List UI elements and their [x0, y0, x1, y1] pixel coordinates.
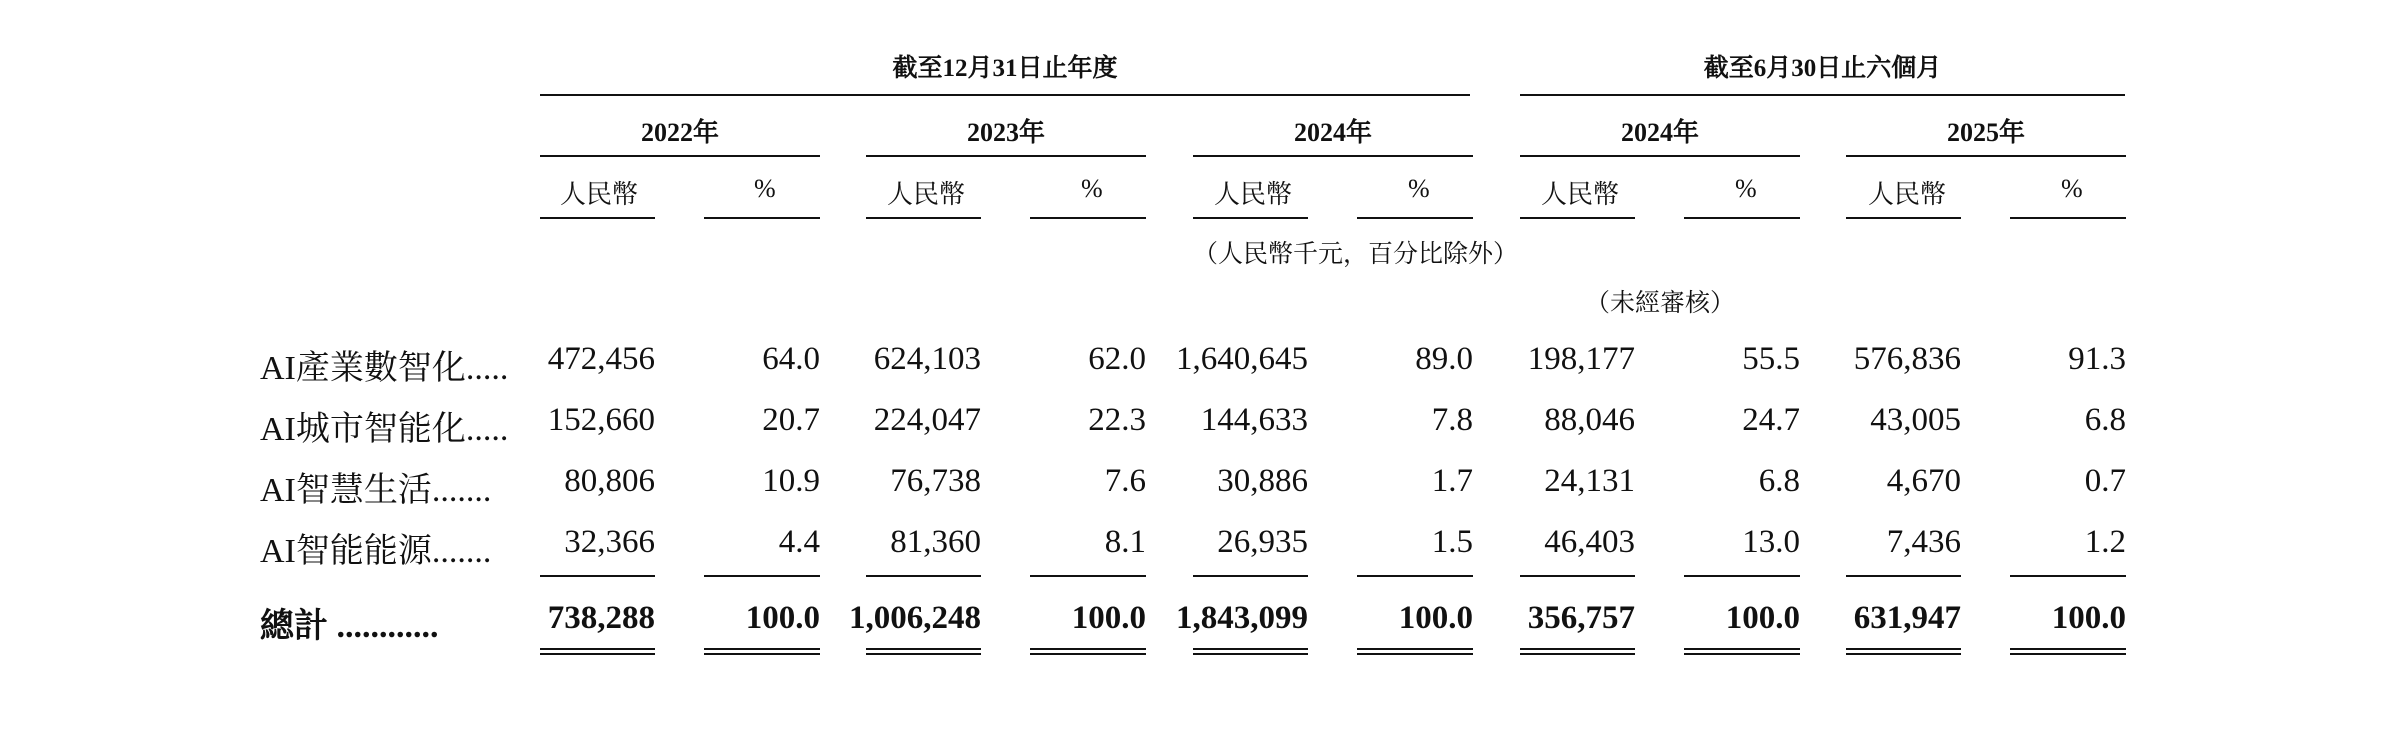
- cell-value: 64.0: [762, 341, 820, 377]
- year-header-2022: 2022年: [640, 118, 719, 147]
- year-header-2023: 2023年: [966, 118, 1045, 147]
- rule-sub: [1357, 217, 1473, 219]
- cell-value: 472,456: [547, 341, 655, 377]
- rule-sub: [540, 217, 655, 219]
- total-value: 738,288: [547, 600, 655, 636]
- rule-year-2025-hy: [1846, 155, 2126, 157]
- total-value: 100.0: [1725, 600, 1800, 636]
- rule-year-2022: [540, 155, 820, 157]
- cell-value: 152,660: [547, 402, 655, 438]
- cell-value: 46,403: [1544, 524, 1635, 560]
- currency-header: 人民幣: [1214, 180, 1293, 209]
- cell-value: 80,806: [564, 463, 655, 499]
- header-group-half-year: 截至6月30日止六個月: [1703, 55, 1942, 82]
- total-value: 100.0: [1398, 600, 1473, 636]
- rule-subtotal: [540, 575, 655, 577]
- currency-header: 人民幣: [560, 180, 639, 209]
- cell-value: 30,886: [1217, 463, 1308, 499]
- row-label: AI智能能源.......: [260, 533, 492, 570]
- cell-value: 32,366: [564, 524, 655, 560]
- rule-sub: [866, 217, 981, 219]
- year-header-2024-hy: 2024年: [1620, 118, 1699, 147]
- double-rule-total: [1357, 648, 1473, 655]
- rule-subtotal: [2010, 575, 2126, 577]
- total-value: 1,843,099: [1176, 600, 1308, 636]
- double-rule-total: [704, 648, 820, 655]
- rule-subtotal: [1030, 575, 1146, 577]
- cell-value: 576,836: [1853, 341, 1961, 377]
- percent-header: %: [2061, 174, 2083, 203]
- cell-value: 43,005: [1870, 402, 1961, 438]
- total-value: 631,947: [1853, 600, 1961, 636]
- cell-value: 20.7: [762, 402, 820, 438]
- rule-subtotal: [1520, 575, 1635, 577]
- row-label: AI產業數智化.....: [260, 350, 509, 387]
- rule-sub: [1520, 217, 1635, 219]
- cell-value: 13.0: [1742, 524, 1800, 560]
- total-label: 總計 ............: [260, 608, 439, 645]
- rule-sub: [704, 217, 820, 219]
- cell-value: 89.0: [1415, 341, 1473, 377]
- double-rule-total: [1030, 648, 1146, 655]
- cell-value: 24.7: [1742, 402, 1800, 438]
- cell-value: 1.5: [1431, 524, 1473, 560]
- cell-value: 26,935: [1217, 524, 1308, 560]
- rule-year-2024-hy: [1520, 155, 1800, 157]
- total-value: 100.0: [2051, 600, 2126, 636]
- cell-value: 1,640,645: [1176, 341, 1308, 377]
- rule-sub: [1846, 217, 1961, 219]
- cell-value: 88,046: [1544, 402, 1635, 438]
- cell-value: 4.4: [778, 524, 820, 560]
- double-rule-total: [1193, 648, 1308, 655]
- cell-value: 22.3: [1088, 402, 1146, 438]
- percent-header: %: [1735, 174, 1757, 203]
- cell-value: 81,360: [890, 524, 981, 560]
- rule-sub: [1193, 217, 1308, 219]
- unit-note: （人民幣千元，百分比除外）: [1193, 241, 1519, 268]
- percent-header: %: [754, 174, 776, 203]
- cell-value: 6.8: [2084, 402, 2126, 438]
- double-rule-total: [1684, 648, 1800, 655]
- rule-sub: [1030, 217, 1146, 219]
- currency-header: 人民幣: [887, 180, 966, 209]
- row-label: AI智慧生活.......: [260, 472, 492, 509]
- cell-value: 224,047: [873, 402, 981, 438]
- cell-value: 198,177: [1527, 341, 1635, 377]
- cell-value: 91.3: [2068, 341, 2126, 377]
- rule-year-2023: [866, 155, 1146, 157]
- percent-header: %: [1408, 174, 1430, 203]
- currency-header: 人民幣: [1868, 180, 1947, 209]
- rule-subtotal: [1846, 575, 1961, 577]
- rule-sub: [1684, 217, 1800, 219]
- cell-value: 62.0: [1088, 341, 1146, 377]
- cell-value: 76,738: [890, 463, 981, 499]
- rule-group-half-year: [1520, 94, 2125, 96]
- cell-value: 10.9: [762, 463, 820, 499]
- rule-subtotal: [704, 575, 820, 577]
- cell-value: 144,633: [1200, 402, 1308, 438]
- total-value: 100.0: [745, 600, 820, 636]
- row-label: AI城市智能化.....: [260, 411, 509, 448]
- rule-sub: [2010, 217, 2126, 219]
- currency-header: 人民幣: [1541, 180, 1620, 209]
- double-rule-total: [1846, 648, 1961, 655]
- rule-subtotal: [1357, 575, 1473, 577]
- cell-value: 1.7: [1431, 463, 1473, 499]
- year-header-2024-fy: 2024年: [1293, 118, 1372, 147]
- year-header-2025-hy: 2025年: [1946, 118, 2025, 147]
- cell-value: 7,436: [1886, 524, 1961, 560]
- cell-value: 6.8: [1758, 463, 1800, 499]
- total-value: 100.0: [1071, 600, 1146, 636]
- cell-value: 55.5: [1742, 341, 1800, 377]
- cell-value: 1.2: [2084, 524, 2126, 560]
- cell-value: 0.7: [2084, 463, 2126, 499]
- cell-value: 7.6: [1104, 463, 1146, 499]
- cell-value: 624,103: [873, 341, 981, 377]
- double-rule-total: [540, 648, 655, 655]
- double-rule-total: [866, 648, 981, 655]
- double-rule-total: [1520, 648, 1635, 655]
- cell-value: 7.8: [1431, 402, 1473, 438]
- rule-year-2024-fy: [1193, 155, 1473, 157]
- double-rule-total: [2010, 648, 2126, 655]
- rule-subtotal: [1684, 575, 1800, 577]
- rule-subtotal: [1193, 575, 1308, 577]
- cell-value: 4,670: [1886, 463, 1961, 499]
- cell-value: 8.1: [1104, 524, 1146, 560]
- rule-group-fiscal-year: [540, 94, 1470, 96]
- rule-subtotal: [866, 575, 981, 577]
- header-group-fiscal-year: 截至12月31日止年度: [892, 55, 1118, 82]
- unaudited-note: （未經審核）: [1584, 290, 1735, 317]
- cell-value: 24,131: [1544, 463, 1635, 499]
- total-value: 1,006,248: [849, 600, 981, 636]
- total-value: 356,757: [1527, 600, 1635, 636]
- percent-header: %: [1081, 174, 1103, 203]
